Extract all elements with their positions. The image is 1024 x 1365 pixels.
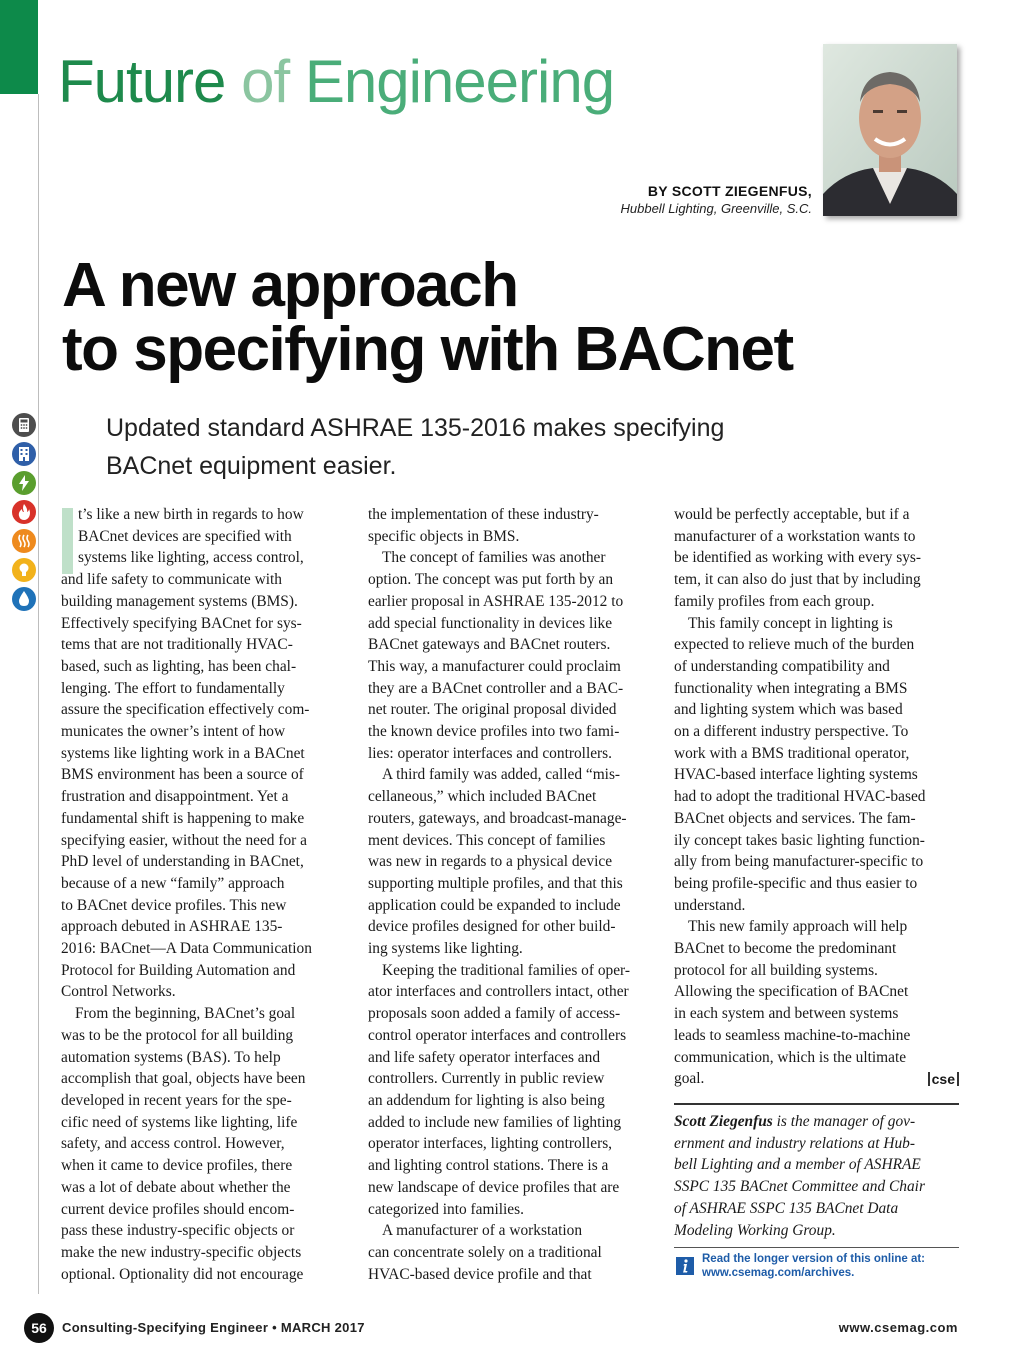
fire-icon [12, 500, 36, 524]
text-line: they are a BACnet controller and a BAC- [368, 679, 624, 697]
text-line: and lighting system which was based [674, 701, 903, 719]
article-column-1 [61, 504, 351, 1285]
text-line: tem, it can also do just that by including [674, 571, 921, 589]
heat-icon [12, 529, 36, 553]
building-icon [12, 442, 36, 466]
footer-website[interactable]: www.csemag.com [838, 1320, 958, 1335]
online-link[interactable]: www.csemag.com/archives. [702, 1266, 855, 1279]
text-line: tems that are not traditionally HVAC- [61, 636, 293, 654]
section-title [58, 48, 615, 115]
text-line: goal. [674, 1070, 705, 1088]
text-line: A manufacturer of a workstation [382, 1222, 583, 1240]
text-line: and lighting control stations. There is a [368, 1157, 609, 1175]
text-line: control operator interfaces and controllers [368, 1026, 627, 1044]
text-line: being profile-specific and thus easier to [674, 874, 918, 892]
text-line: approach debuted in ASHRAE 135- [61, 918, 283, 936]
topic-icon-strip [12, 413, 38, 616]
text-line: understand. [674, 896, 746, 914]
text-line: was a lot of debate about whether the [61, 1178, 291, 1196]
text-line: categorized into families. [368, 1200, 524, 1218]
text-line: proposals soon added a family of access- [368, 1005, 621, 1023]
text-line: on a different industry perspective. To [674, 723, 909, 741]
text-line: based, such as lighting, has been chal- [61, 657, 297, 675]
text-line: communication, which is the ultimate [674, 1048, 907, 1066]
text-line: assure the specification effectively com- [61, 701, 310, 719]
text-line: device profiles designed for other build- [368, 918, 616, 936]
text-line: BACnet objects and services. The fam- [674, 809, 916, 827]
text-line: The concept of families was another [382, 549, 606, 567]
bio-line: SSPC 135 BACnet Committee and Chair [674, 1178, 925, 1196]
text-line: an addendum for lighting is also being [368, 1091, 605, 1109]
text-line: A third family was added, called “mis- [382, 766, 621, 784]
headline-line-2: to specifying with BACnet [62, 315, 793, 384]
margin-rule [38, 94, 39, 1294]
author-photo [823, 44, 957, 216]
text-line: systems like lighting, access control, [78, 549, 304, 567]
text-line: Allowing the specification of BACnet [674, 983, 909, 1001]
text-line: was new in regards to a physical device [368, 853, 613, 871]
section-title-word-2: of [241, 48, 290, 115]
text-line: because of a new “family” approach [61, 874, 285, 892]
text-line: ment devices. This concept of families [368, 831, 606, 849]
text-line: Effectively specifying BACnet for sys- [61, 614, 302, 632]
text-line: to BACnet device profiles. This new [61, 896, 287, 914]
online-line-1: Read the longer version of this online at: [702, 1253, 925, 1265]
text-line: current device profiles should encom- [61, 1200, 295, 1218]
headline [62, 251, 793, 384]
article-column-3 [674, 504, 961, 1090]
text-line: controllers. Currently in public review [368, 1070, 605, 1088]
text-line: municates the owner’s intent of how [61, 723, 286, 741]
text-line: systems like lighting work in a BACnet [61, 744, 305, 762]
text-line: Control Networks. [61, 983, 176, 1001]
text-line: BACnet devices are specified with [78, 527, 292, 545]
text-line: Protocol for Building Automation and [61, 961, 296, 979]
text-line: ally from being manufacturer-specific to [674, 853, 924, 871]
text-line: BACnet to become the predominant [674, 940, 897, 958]
info-icon [676, 1257, 694, 1275]
online-rule [674, 1247, 959, 1248]
headline-line-1: A new approach [62, 251, 518, 320]
author-name: BY SCOTT ZIEGENFUS, [647, 183, 812, 199]
page-number: 56 [24, 1313, 54, 1343]
text-line: in each system and between systems [674, 1005, 899, 1023]
text-line: 2016: BACnet—A Data Communication [61, 940, 312, 958]
text-line: cellaneous,” which included BACnet [368, 788, 597, 806]
text-line: add special functionality in devices like [368, 614, 613, 632]
text-line: make the new industry-specific objects [61, 1243, 302, 1261]
bio-line: of ASHRAE SSPC 135 BACnet Data [674, 1199, 899, 1217]
text-line: operator interfaces, lighting controllers, [368, 1135, 613, 1153]
text-line: ator interfaces and controllers intact, other [368, 983, 629, 1001]
footer-publication: Consulting-Specifying Engineer • MARCH 2017 [62, 1320, 365, 1335]
last-line [674, 1068, 959, 1090]
text-line: ily concept takes basic lighting function- [674, 831, 925, 849]
water-drop-icon [12, 587, 36, 611]
text-line: BACnet gateways and BACnet routers. [368, 636, 611, 654]
text-line: optional. Optionality did not encourage [61, 1265, 304, 1283]
text-line: had to adopt the traditional HVAC-based [674, 788, 926, 806]
bio-line: bell Lighting and a member of ASHRAE [674, 1156, 921, 1174]
text-line: can concentrate solely on a traditional [368, 1243, 602, 1261]
text-line: specific objects in BMS. [368, 527, 520, 545]
text-line: and life safety to communicate with [61, 571, 282, 589]
text-line: PhD level of understanding in BACnet, [61, 853, 304, 871]
text-line: t’s like a new birth in regards to how [78, 506, 304, 523]
cse-end-mark: cse [928, 1072, 959, 1086]
text-line: protocol for all building systems. [674, 961, 878, 979]
section-color-bar [0, 0, 38, 94]
text-line: HVAC-based device profile and that [368, 1265, 592, 1283]
text-line: This family concept in lighting is [688, 614, 893, 632]
byline [621, 183, 813, 216]
text-line: supporting multiple profiles, and that this [368, 874, 623, 892]
article-column-2 [368, 504, 658, 1285]
lightning-icon [12, 471, 36, 495]
text-line: was to be the protocol for all building [61, 1026, 294, 1044]
text-line: leads to seamless machine-to-machine [674, 1026, 911, 1044]
subhead-line-2: BACnet equipment easier. [106, 452, 397, 480]
text-line: automation systems (BAS). To help [61, 1048, 281, 1066]
bio-rule [674, 1103, 959, 1105]
text-line: lenging. The effort to fundamentally [61, 679, 285, 697]
section-title-word-3: Engineering [304, 48, 615, 115]
text-line: frustration and disappointment. Yet a [61, 788, 289, 806]
text-line: lies: operator interfaces and controllers. [368, 744, 613, 762]
author-bio [674, 1111, 961, 1241]
text-line: would be perfectly acceptable, but if a [674, 506, 910, 523]
text-line: manufacturer of a workstation wants to [674, 527, 916, 545]
author-affiliation: Hubbell Lighting, Greenville, S.C. [620, 201, 812, 216]
calculator-icon [12, 413, 36, 437]
subhead [106, 409, 766, 485]
bio-line: ernment and industry relations at Hub- [674, 1134, 915, 1152]
text-line: the known device profiles into two fami- [368, 723, 620, 741]
text-line: option. The concept was put forth by an [368, 571, 614, 589]
text-line: HVAC-based interface lighting systems [674, 766, 918, 784]
text-line: expected to relieve much of the burden [674, 636, 915, 654]
lightbulb-icon [12, 558, 36, 582]
section-title-word-1: Future [58, 48, 226, 115]
text-line: earlier proposal in ASHRAE 135-2012 to [368, 592, 624, 610]
text-line: net router. The original proposal divided [368, 701, 617, 719]
text-line: safety, and access control. However, [61, 1135, 285, 1153]
subhead-line-1: Updated standard ASHRAE 135-2016 makes specifying [106, 414, 725, 442]
text-line: building management systems (BMS). [61, 592, 298, 610]
text-line: This way, a manufacturer could proclaim [368, 657, 621, 675]
text-line: This new family approach will help [688, 918, 908, 936]
text-line: From the beginning, BACnet’s goal [75, 1005, 296, 1023]
text-line: accomplish that goal, objects have been [61, 1070, 306, 1088]
text-line: the implementation of these industry- [368, 506, 599, 523]
text-line: and life safety operator interfaces and [368, 1048, 601, 1066]
text-line: routers, gateways, and broadcast-manage- [368, 809, 627, 827]
text-line: of understanding compatibility and [674, 657, 890, 675]
text-line: work with a BMS traditional operator, [674, 744, 910, 762]
text-line: when it came to device profiles, there [61, 1157, 293, 1175]
text-line: be identified as working with every sys- [674, 549, 922, 567]
text-line: added to include new families of lighting [368, 1113, 622, 1131]
text-line: ing systems like lighting. [368, 940, 523, 958]
bio-line: Modeling Working Group. [674, 1221, 836, 1239]
text-line: functionality when integrating a BMS [674, 679, 908, 697]
text-line: developed in recent years for the spe- [61, 1091, 292, 1109]
text-line: new landscape of device profiles that are [368, 1178, 620, 1196]
text-line: family profiles from each group. [674, 592, 875, 610]
text-line: specifying easier, without the need for a [61, 831, 307, 849]
text-line: fundamental shift is happening to make [61, 809, 305, 827]
text-line: pass these industry-specific objects or [61, 1222, 295, 1240]
text-line: cific need of systems like lighting, life [61, 1113, 298, 1131]
text-line: application could be expanded to include [368, 896, 621, 914]
bio-line: is the manager of gov- [772, 1113, 916, 1130]
bio-name: Scott Ziegenfus [674, 1113, 773, 1130]
text-line: Keeping the traditional families of oper- [382, 961, 630, 979]
text-line: BMS environment has been a source of [61, 766, 304, 784]
